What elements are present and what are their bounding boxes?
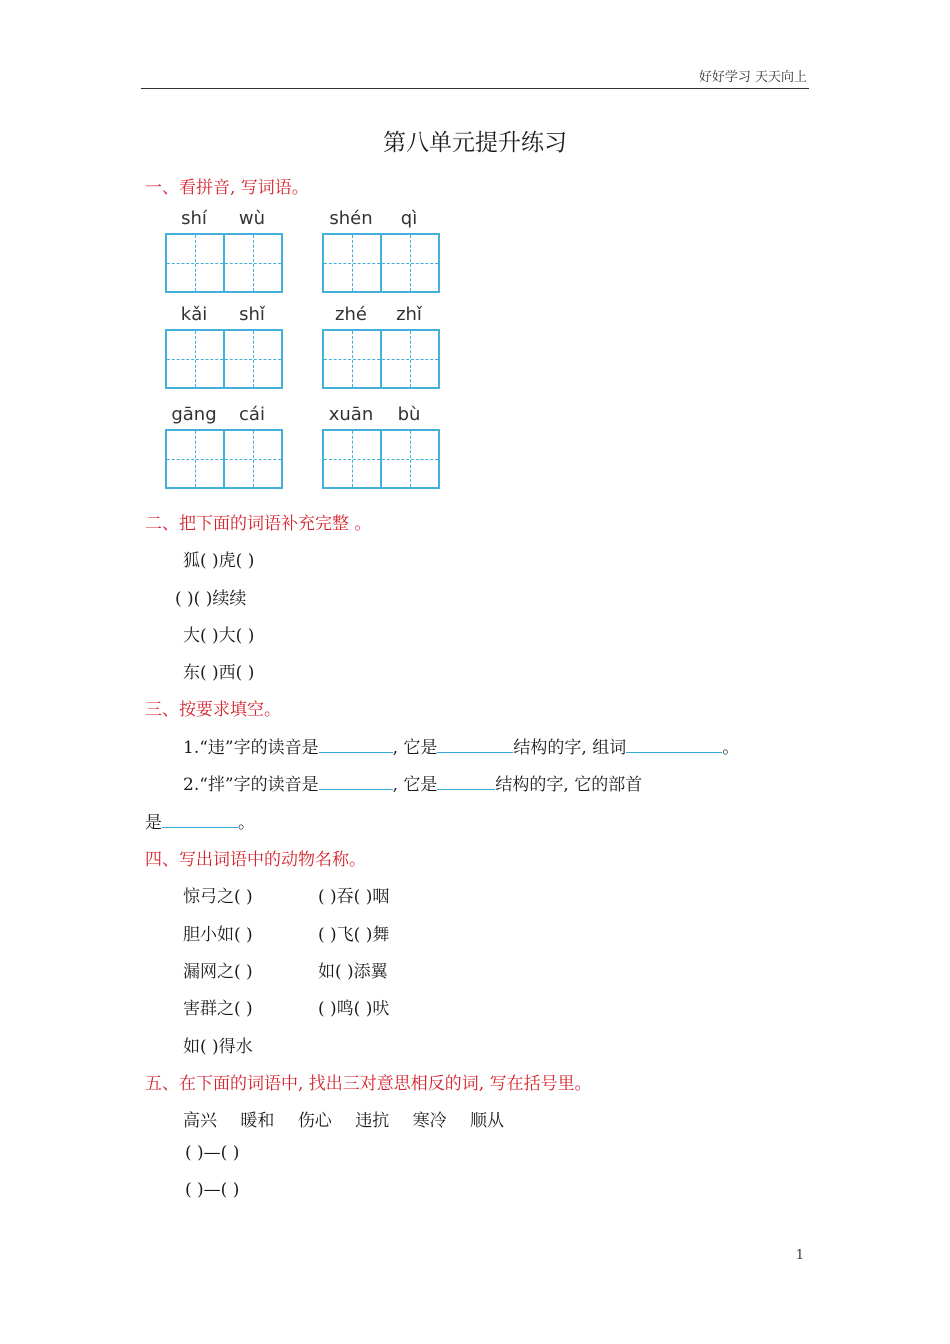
question-text: 结构的字, 它的部首 <box>495 775 643 795</box>
answer-blank[interactable] <box>319 736 393 753</box>
writing-cell[interactable] <box>380 235 438 291</box>
word-bank-item: 高兴 <box>183 1111 217 1131</box>
pinyin-label: bù <box>397 404 421 425</box>
tianzige-grid <box>165 329 283 389</box>
fill-in-line: 东( )西( ) <box>183 663 255 683</box>
pinyin-label: kǎi <box>180 304 208 325</box>
section-4-heading: 四、写出词语中的动物名称。 <box>145 850 366 870</box>
section-1-heading: 一、看拼音, 写词语。 <box>145 178 309 198</box>
pinyin-label: xuān <box>328 404 374 425</box>
fill-in-line: 大( )大( ) <box>183 626 255 646</box>
section-3-heading: 三、按要求填空。 <box>145 700 281 720</box>
word-bank <box>183 1106 504 1131</box>
question-text: 是 <box>145 813 162 833</box>
writing-cell[interactable] <box>223 431 281 487</box>
word-bank-item: 寒冷 <box>412 1111 447 1131</box>
answer-blank[interactable] <box>437 736 513 753</box>
question-text: 。 <box>722 738 740 758</box>
idiom-item: 害群之( ) <box>183 999 253 1019</box>
section-2-heading: 二、把下面的词语补充完整 。 <box>145 514 372 534</box>
idiom-item: 漏网之( ) <box>183 962 253 982</box>
pinyin-label: cái <box>239 404 265 425</box>
header-rule <box>141 88 809 89</box>
writing-cell[interactable] <box>223 235 281 291</box>
question-text: 2.“拌”字的读音是 <box>183 775 319 795</box>
tianzige-grid <box>322 329 440 389</box>
pinyin-label: shǐ <box>239 304 265 325</box>
question-text: 1.“违”字的读音是 <box>183 738 319 758</box>
idiom-item: 胆小如( ) <box>183 925 253 945</box>
answer-blank[interactable] <box>437 773 495 790</box>
word-bank-item: 顺从 <box>470 1111 505 1131</box>
antonym-answer-line: ( )—( ) <box>185 1143 240 1163</box>
pinyin-label: gāng <box>171 404 217 425</box>
idiom-item: ( )飞( )舞 <box>318 925 390 945</box>
writing-cell[interactable] <box>380 431 438 487</box>
pinyin-label: zhǐ <box>396 304 422 325</box>
writing-cell[interactable] <box>324 431 380 487</box>
page-title: 第八单元提升练习 <box>383 130 567 156</box>
question-2-continued <box>145 808 255 833</box>
header-slogan: 好好学习 天天向上 <box>698 70 807 85</box>
answer-blank[interactable] <box>626 736 722 753</box>
writing-cell[interactable] <box>324 331 380 387</box>
page-number: 1 <box>795 1248 804 1263</box>
idiom-item: ( )吞( )咽 <box>318 887 390 907</box>
writing-cell[interactable] <box>324 235 380 291</box>
word-bank-item: 违抗 <box>355 1111 390 1131</box>
answer-blank[interactable] <box>319 773 393 790</box>
tianzige-grid <box>322 233 440 293</box>
idiom-item: 如( )添翼 <box>318 962 388 982</box>
question-text: 。 <box>238 813 255 833</box>
question-text: 结构的字, 组词 <box>513 738 627 758</box>
pinyin-label: shí <box>181 208 207 229</box>
writing-cell[interactable] <box>380 331 438 387</box>
writing-cell[interactable] <box>167 331 223 387</box>
pinyin-label: shén <box>329 208 373 229</box>
writing-cell[interactable] <box>167 235 223 291</box>
word-bank-item: 伤心 <box>297 1111 332 1131</box>
antonym-answer-line: ( )—( ) <box>185 1180 240 1200</box>
answer-blank[interactable] <box>162 811 238 828</box>
pinyin-label: wù <box>238 208 266 229</box>
pinyin-label: zhé <box>335 304 367 325</box>
writing-cell[interactable] <box>167 431 223 487</box>
question-2 <box>183 770 642 795</box>
idiom-item: 如( )得水 <box>183 1037 253 1057</box>
writing-cell[interactable] <box>223 331 281 387</box>
idiom-item: 惊弓之( ) <box>183 887 253 907</box>
section-5-heading: 五、在下面的词语中, 找出三对意思相反的词, 写在括号里。 <box>145 1074 592 1094</box>
question-text: , 它是 <box>392 738 438 758</box>
question-text: , 它是 <box>392 775 438 795</box>
question-1 <box>183 733 739 758</box>
tianzige-grid <box>165 233 283 293</box>
fill-in-line: ( )( )续续 <box>175 589 247 609</box>
pinyin-label: qì <box>400 208 418 229</box>
word-bank-item: 暖和 <box>240 1111 275 1131</box>
fill-in-line: 狐( )虎( ) <box>183 551 255 571</box>
idiom-item: ( )鸣( )吠 <box>318 999 390 1019</box>
tianzige-grid <box>322 429 440 489</box>
tianzige-grid <box>165 429 283 489</box>
